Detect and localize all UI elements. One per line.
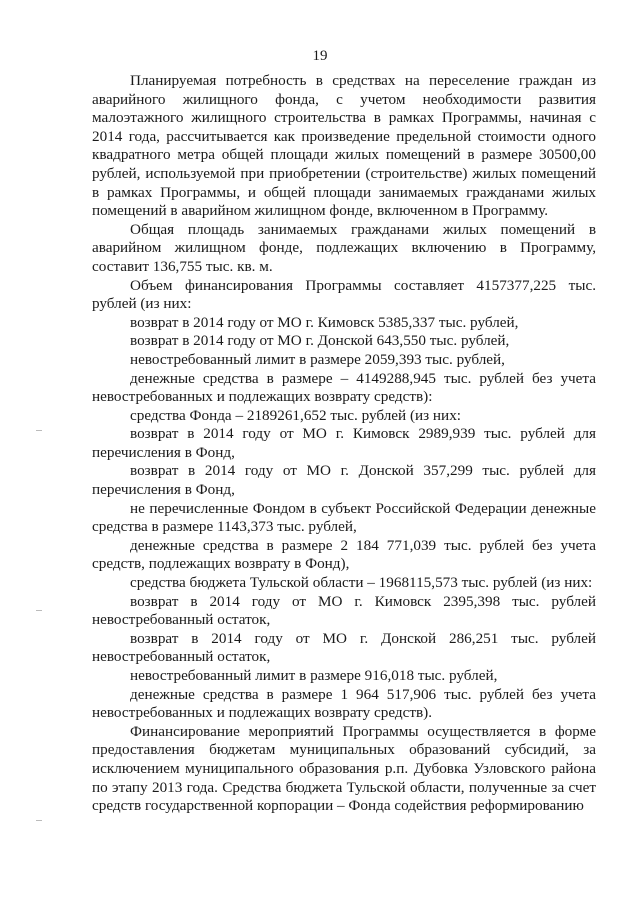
- scan-mark: [36, 430, 42, 431]
- paragraph-regional-budget: средства бюджета Тульской области – 1968115,573 тыс. рублей (из них:: [130, 574, 593, 592]
- paragraph-housing-cost: Планируемая потребность в средствах на переселение граждан из аварийного жилищного фонда, с учетом необходимости развития малоэтажного жилищного строительства в рамках Программы, начиная с 2014 года, рассчитывается как произведение предельной стоимости одного квадратного метра общей площади жилых помещений в размере 30500,00 рублей, используемой при приобретении (строительстве) жилых помещений в рамках Программы, и общей площади занимаемых гражданами жилых помещений в аварийном жилищном фонде, включенном в Программу.: [92, 72, 596, 220]
- paragraph-financing-form: Финансирование мероприятий Программы осуществляется в форме предоставления бюджетам муниципальных образований субсидий, за исключением муниципального образования р.п. Дубовка Узловского района по этапу 2013 года. Средства бюджета Тульской области, полученные за счет средств государственной корпорации – Фонда содействия реформированию: [92, 722, 596, 815]
- paragraph-unclaimed-limit: невостребованный лимит в размере 2059,393 тыс. рублей,: [130, 350, 505, 368]
- paragraph-funding-total: Объем финансирования Программы составляет 4157377,225 тыс. рублей (из них:: [92, 276, 596, 313]
- scan-mark: [36, 610, 42, 611]
- paragraph-net-funds: денежные средства в размере – 4149288,945 тыс. рублей без учета невостребованных и подлежащих возврату средств):: [92, 369, 596, 406]
- paragraph-regional-net: денежные средства в размере 1 964 517,906 тыс. рублей без учета невостребованных и подлежащих возврату средств).: [92, 685, 596, 722]
- document-body: [92, 72, 596, 816]
- paragraph-donskoy-return: возврат в 2014 году от МО г. Донской 643,550 тыс. рублей,: [130, 332, 510, 350]
- paragraph-kimovsk-return: возврат в 2014 году от МО г. Кимовск 5385,337 тыс. рублей,: [130, 313, 519, 331]
- scan-mark: [36, 820, 42, 821]
- paragraph-fund-donskoy: возврат в 2014 году от МО г. Донской 357,299 тыс. рублей для перечисления в Фонд,: [92, 462, 596, 499]
- page-number: 19: [312, 48, 328, 64]
- paragraph-regional-donskoy: возврат в 2014 году от МО г. Донской 286,251 тыс. рублей невостребованный остаток,: [92, 629, 596, 666]
- paragraph-fund-net: денежные средства в размере 2 184 771,039 тыс. рублей без учета средств, подлежащих возврату в Фонд),: [92, 536, 596, 573]
- paragraph-fund-money: средства Фонда – 2189261,652 тыс. рублей (из них:: [130, 406, 462, 424]
- paragraph-regional-kimovsk: возврат в 2014 году от МО г. Кимовск 2395,398 тыс. рублей невостребованный остаток,: [92, 592, 596, 629]
- paragraph-total-area: Общая площадь занимаемых гражданами жилых помещений в аварийном жилищном фонде, подлежащих включению в Программу, составит 136,755 тыс. кв. м.: [92, 220, 596, 275]
- paragraph-fund-not-transferred: не перечисленные Фондом в субъект Российской Федерации денежные средства в размере 1143,373 тыс. рублей,: [92, 499, 596, 536]
- paragraph-fund-kimovsk: возврат в 2014 году от МО г. Кимовск 2989,939 тыс. рублей для перечисления в Фонд,: [92, 425, 596, 461]
- paragraph-regional-unclaimed-limit: невостребованный лимит в размере 916,018 тыс. рублей,: [130, 667, 498, 684]
